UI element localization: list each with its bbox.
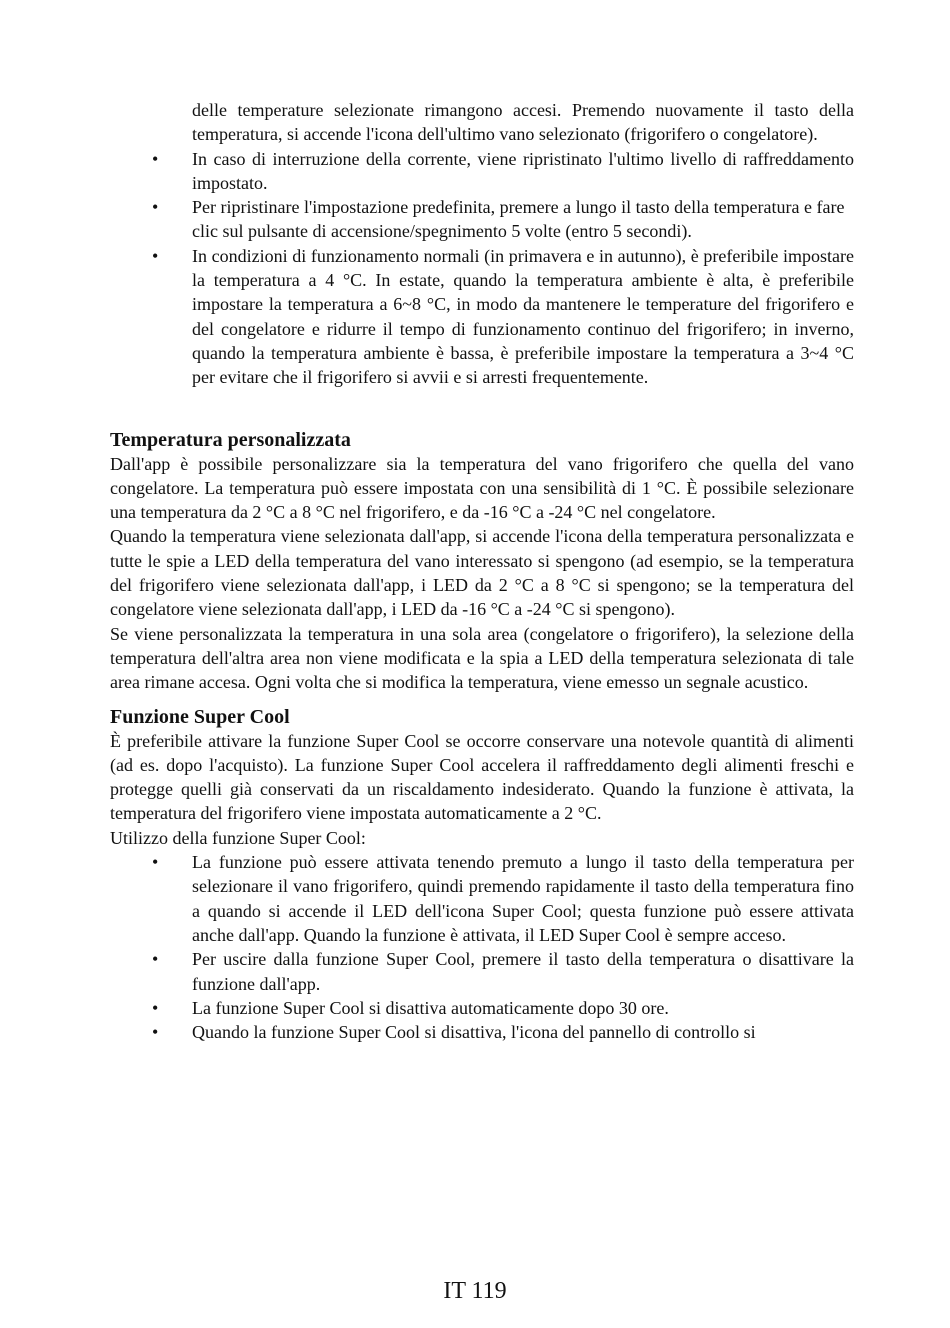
paragraph: È preferibile attivare la funzione Super Cool se occorre conservare una notevole quantità di alimenti (ad es. dopo l'acquisto). La funzione Super Cool accelera il raffreddamento degli alimenti freschi e protegge quelli già conservati da un riscaldamento indesiderato. Quando la funzione è attivata, la temperatura del frigorifero viene impostata automaticamente a 2 °C.	[110, 730, 854, 824]
paragraph: Utilizzo della funzione Super Cool:	[110, 827, 366, 848]
section-heading-super-cool: Funzione Super Cool	[110, 705, 290, 728]
paragraph: Quando la temperatura viene selezionata dall'app, si accende l'icona della temperatura personalizzata e tutte le spie a LED della temperatura del vano interessato si spengono (ad esempio, se la temperatura del frigorifero viene selezionata dall'app, i LED da 2 °C a 8 °C si spengono; se la temperatura del congelatore viene selezionata dall'app, i LED da -16 °C a -24 °C si spengono).	[110, 526, 854, 620]
page-number: IT 119	[443, 1278, 507, 1304]
super-cool-bullet-list	[110, 850, 854, 1044]
page-content	[110, 98, 854, 1044]
list-item: • La funzione Super Cool si disattiva automaticamente dopo 30 ore.	[110, 996, 854, 1020]
list-item: • Per uscire dalla funzione Super Cool, premere il tasto della temperatura o disattivare la funzione dall'app.	[110, 947, 854, 996]
list-item: • Per ripristinare l'impostazione predefinita, premere a lungo il tasto della temperatura e fare clic sul pulsante di accensione/spegnimento 5 volte (entro 5 secondi).	[110, 195, 854, 244]
paragraph: Se viene personalizzata la temperatura in una sola area (congelatore o frigorifero), la selezione della temperatura dell'altra area non viene modificata e la spia a LED della temperatura selezionata di tale area rimane accesa. Ogni volta che si modifica la temperatura, viene emesso un segnale acustico.	[110, 623, 854, 693]
paragraph: Dall'app è possibile personalizzare sia la temperatura del vano frigorifero che quella del vano congelatore. La temperatura può essere impostata con una sensibilità di 1 °C. È possibile selezionare una temperatura da 2 °C a 8 °C nel frigorifero, e da -16 °C a -24 °C nel congelatore.	[110, 453, 854, 523]
list-item: • In condizioni di funzionamento normali (in primavera e in autunno), è preferibile impostare la temperatura a 4 °C. In estate, quando la temperatura ambiente è alta, è preferibile impostare la temperatura a 6~8 °C, in modo da mantenere le temperature del frigorifero e del congelatore e ridurre il tempo di funzionamento continuo del frigorifero; in inverno, quando la temperatura ambiente è bassa, è preferibile impostare la temperatura a 3~4 °C per evitare che il frigorifero si avvii e si arresti frequentemente.	[110, 244, 854, 390]
list-item: • Quando la funzione Super Cool si disattiva, l'icona del pannello di controllo si	[110, 1020, 854, 1044]
section-heading-custom-temperature: Temperatura personalizzata	[110, 428, 351, 451]
continuation-paragraph: delle temperature selezionate rimangono accesi. Premendo nuovamente il tasto della temperatura, si accende l'icona dell'ultimo vano selezionato (frigorifero o congelatore).	[192, 100, 854, 145]
top-bullet-list	[110, 147, 854, 390]
list-item: • La funzione può essere attivata tenendo premuto a lungo il tasto della temperatura per selezionare il vano frigorifero, quindi premendo rapidamente il tasto della temperatura fino a quando si accende il LED dell'icona Super Cool; questa funzione può essere attivata anche dall'app. Quando la funzione è attivata, il LED Super Cool è sempre acceso.	[110, 850, 854, 947]
list-item: • In caso di interruzione della corrente, viene ripristinato l'ultimo livello di raffreddamento impostato.	[110, 147, 854, 196]
